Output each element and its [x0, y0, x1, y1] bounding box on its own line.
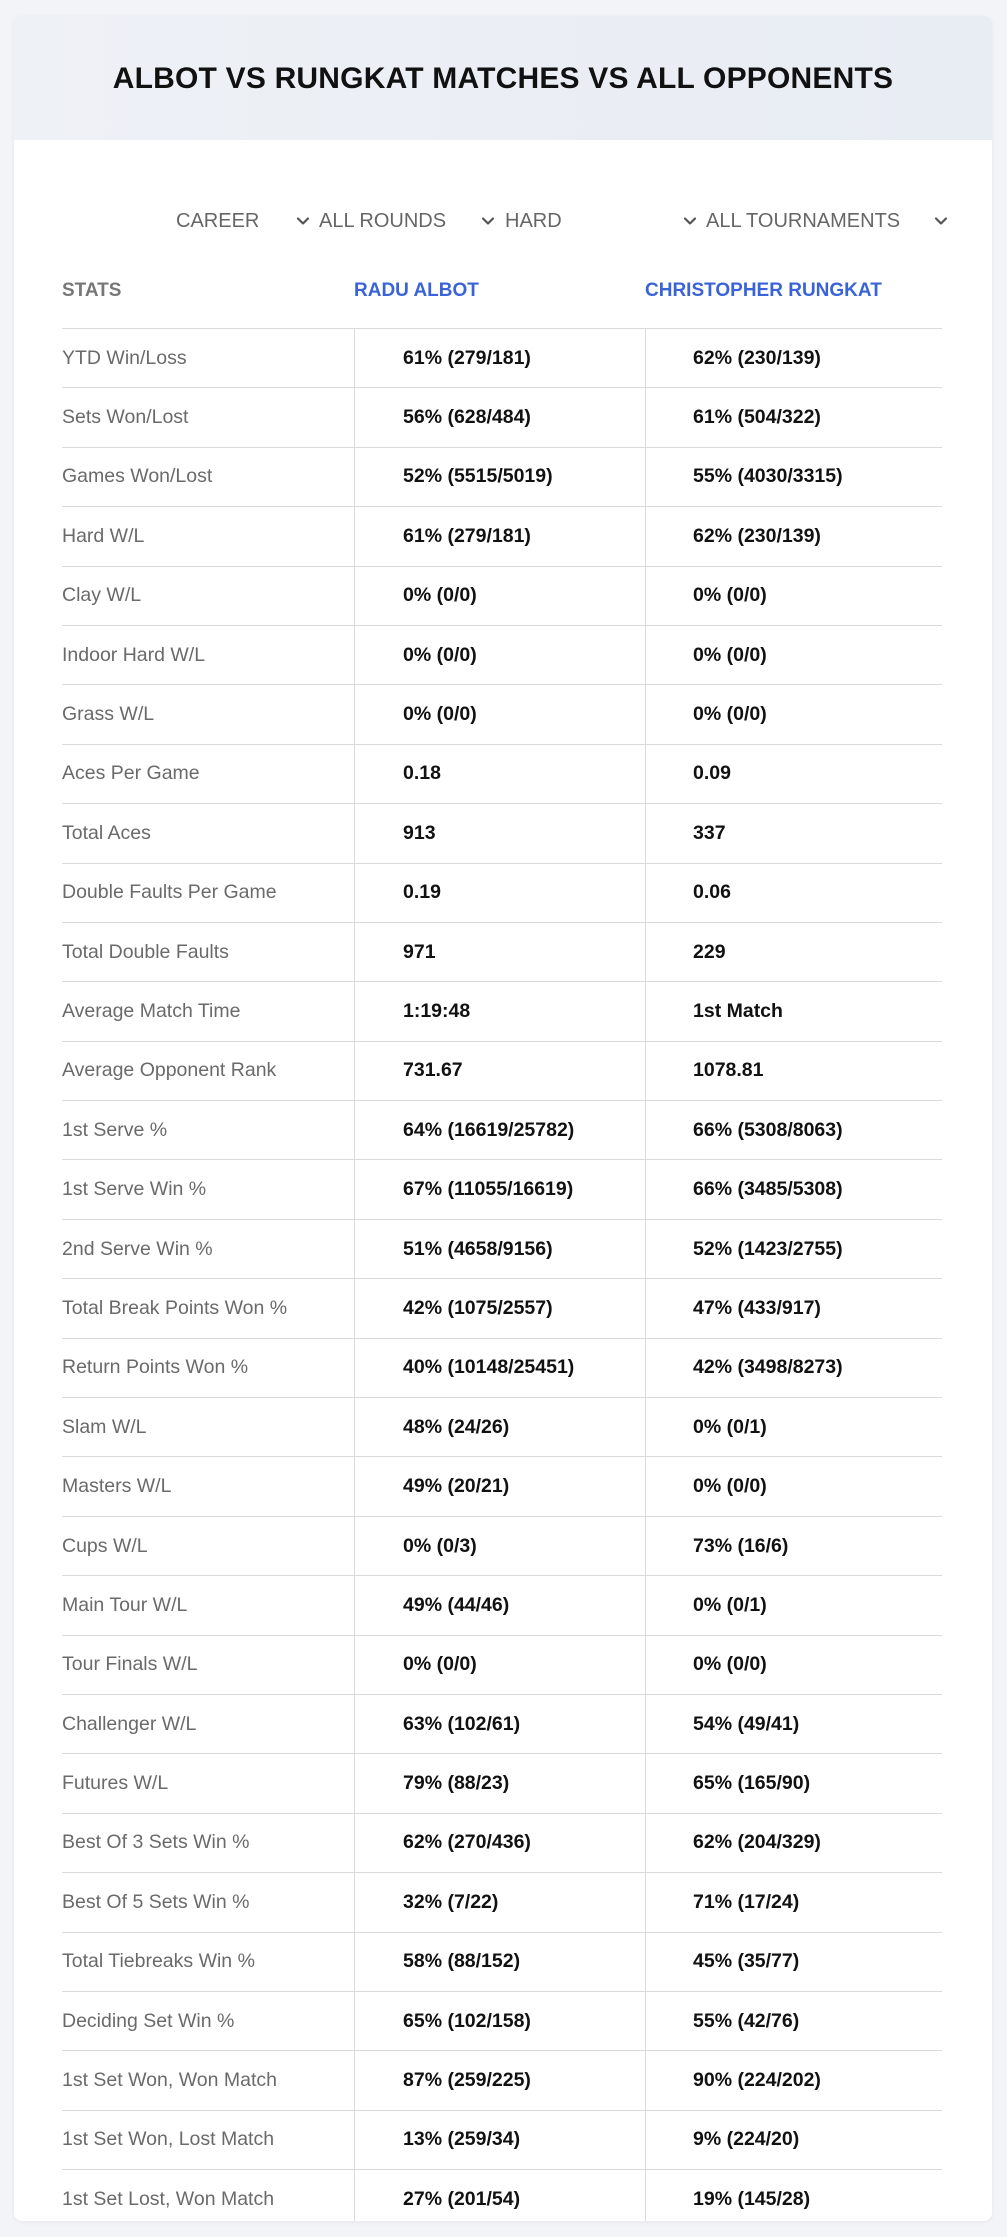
stat-label: Best Of 5 Sets Win % [62, 1890, 250, 1913]
player2-value: 337 [693, 821, 726, 844]
player2-value: 90% (224/202) [693, 2069, 821, 2092]
column-divider [354, 1279, 355, 1337]
player1-value: 79% (88/23) [403, 1772, 510, 1795]
column-divider [354, 982, 355, 1040]
table-row [62, 1160, 942, 1219]
table-row [62, 1814, 942, 1873]
column-divider [645, 923, 646, 981]
column-divider [645, 1160, 646, 1218]
player1-value: 971 [403, 940, 436, 963]
player1-value: 64% (16619/25782) [403, 1118, 575, 1141]
column-divider [354, 685, 355, 743]
player2-value: 0.09 [693, 762, 731, 785]
table-row [62, 507, 942, 566]
column-divider [645, 1992, 646, 2050]
player2-value: 0% (0/0) [693, 1475, 767, 1498]
column-divider [354, 1992, 355, 2050]
column-divider [354, 2111, 355, 2169]
player1-value: 62% (270/436) [403, 1831, 531, 1854]
filter-surface-select[interactable] [505, 188, 699, 254]
column-divider [645, 1695, 646, 1753]
stat-label: Total Tiebreaks Win % [62, 1950, 255, 1973]
column-divider [645, 388, 646, 446]
table-row [62, 1101, 942, 1160]
column-divider [354, 1220, 355, 1278]
player1-value: 61% (279/181) [403, 524, 531, 547]
column-divider [354, 923, 355, 981]
column-divider [645, 1279, 646, 1337]
player1-value: 63% (102/61) [403, 1712, 521, 1735]
column-divider [354, 804, 355, 862]
column-divider [645, 1576, 646, 1634]
player2-value: 66% (5308/8063) [693, 1118, 843, 1141]
player1-value: 52% (5515/5019) [403, 465, 553, 488]
table-row [62, 1695, 942, 1754]
player1-value: 13% (259/34) [403, 2128, 521, 2151]
filter-bar [14, 188, 992, 254]
player2-value: 1078.81 [693, 1059, 764, 1082]
stat-label: Main Tour W/L [62, 1593, 188, 1616]
column-divider [354, 1398, 355, 1456]
column-divider [354, 1457, 355, 1515]
column-divider [645, 329, 646, 387]
column-divider [645, 685, 646, 743]
column-divider [645, 1457, 646, 1515]
column-divider [645, 1101, 646, 1159]
filter-surface-value: HARD [505, 209, 562, 232]
player1-value: 913 [403, 821, 436, 844]
player1-value: 1:19:48 [403, 999, 471, 1022]
table-row [62, 1457, 942, 1516]
stat-label: 2nd Serve Win % [62, 1237, 213, 1260]
table-row [62, 1576, 942, 1635]
column-divider [645, 1517, 646, 1575]
table-row [62, 2170, 942, 2221]
page-title: ALBOT VS RUNGKAT MATCHES VS ALL OPPONENTS [112, 62, 894, 95]
column-divider [645, 448, 646, 506]
stat-label: Aces Per Game [62, 762, 200, 785]
column-divider [354, 1101, 355, 1159]
player2-value: 0% (0/0) [693, 703, 767, 726]
player2-value: 0% (0/0) [693, 643, 767, 666]
player1-value: 42% (1075/2557) [403, 1296, 553, 1319]
stat-label: Hard W/L [62, 524, 145, 547]
table-row [62, 1636, 942, 1695]
column-divider [645, 1933, 646, 1991]
player2-value: 42% (3498/8273) [693, 1356, 843, 1379]
stat-label: Sets Won/Lost [62, 406, 189, 429]
player2-value: 62% (230/139) [693, 524, 821, 547]
column-header-player2[interactable]: CHRISTOPHER RUNGKAT [645, 280, 882, 301]
column-divider [645, 2051, 646, 2109]
stat-label: Total Aces [62, 821, 151, 844]
table-row [62, 1220, 942, 1279]
player2-value: 61% (504/322) [693, 406, 821, 429]
player2-value: 1st Match [693, 999, 783, 1022]
player1-value: 0% (0/0) [403, 1653, 477, 1676]
player1-value: 0% (0/0) [403, 584, 477, 607]
player2-value: 0% (0/0) [693, 584, 767, 607]
player1-value: 0% (0/3) [403, 1534, 477, 1557]
player2-value: 0% (0/1) [693, 1593, 767, 1616]
column-divider [354, 388, 355, 446]
column-divider [354, 2051, 355, 2109]
column-divider [645, 1814, 646, 1872]
table-row [62, 864, 942, 923]
stat-label: Challenger W/L [62, 1712, 197, 1735]
filter-career-value: CAREER [176, 209, 260, 232]
table-header [62, 254, 942, 329]
player2-value: 71% (17/24) [693, 1890, 800, 1913]
column-divider [354, 626, 355, 684]
table-row [62, 448, 942, 507]
player1-value: 27% (201/54) [403, 2187, 521, 2210]
player1-value: 87% (259/225) [403, 2069, 531, 2092]
column-divider [354, 864, 355, 922]
column-divider [645, 567, 646, 625]
chevron-down-icon [932, 212, 950, 230]
stat-label: Masters W/L [62, 1475, 172, 1498]
filter-career-select[interactable] [176, 188, 312, 254]
player1-value: 56% (628/484) [403, 406, 531, 429]
column-divider [354, 1636, 355, 1694]
column-divider [354, 1933, 355, 1991]
column-divider [645, 1398, 646, 1456]
player2-value: 45% (35/77) [693, 1950, 800, 1973]
player2-value: 19% (145/28) [693, 2187, 811, 2210]
stat-label: YTD Win/Loss [62, 346, 187, 369]
player2-value: 62% (204/329) [693, 1831, 821, 1854]
player1-value: 49% (44/46) [403, 1593, 510, 1616]
stat-label: 1st Set Won, Lost Match [62, 2128, 275, 2151]
stat-label: Slam W/L [62, 1415, 147, 1438]
column-divider [645, 745, 646, 803]
stat-label: Double Faults Per Game [62, 881, 277, 904]
column-divider [645, 2170, 646, 2221]
chevron-down-icon [479, 212, 497, 230]
stat-label: Return Points Won % [62, 1356, 249, 1379]
column-divider [645, 864, 646, 922]
table-row [62, 1873, 942, 1932]
stat-label: Grass W/L [62, 703, 155, 726]
column-divider [354, 448, 355, 506]
player2-value: 0% (0/0) [693, 1653, 767, 1676]
stat-label: Clay W/L [62, 584, 142, 607]
table-row [62, 1279, 942, 1338]
column-divider [645, 2111, 646, 2169]
column-divider [645, 1636, 646, 1694]
column-divider [645, 804, 646, 862]
column-divider [354, 1339, 355, 1397]
table-row [62, 1042, 942, 1101]
player2-value: 54% (49/41) [693, 1712, 800, 1735]
player1-value: 65% (102/158) [403, 2009, 531, 2032]
player2-value: 66% (3485/5308) [693, 1178, 843, 1201]
stat-label: 1st Serve % [62, 1118, 168, 1141]
filter-rounds-select[interactable] [319, 188, 495, 254]
player1-value: 0.19 [403, 881, 441, 904]
table-row [62, 1933, 942, 1992]
card-header [14, 16, 992, 140]
stat-label: Indoor Hard W/L [62, 643, 206, 666]
table-row [62, 1517, 942, 1576]
column-divider [354, 567, 355, 625]
stat-label: Games Won/Lost [62, 465, 213, 488]
player2-value: 0% (0/1) [693, 1415, 767, 1438]
stats-table [62, 254, 942, 2221]
stat-label: Total Double Faults [62, 940, 229, 963]
stat-label: Average Match Time [62, 999, 241, 1022]
column-divider [645, 1873, 646, 1931]
stat-label: Total Break Points Won % [62, 1296, 288, 1319]
player1-value: 0% (0/0) [403, 643, 477, 666]
player1-value: 51% (4658/9156) [403, 1237, 553, 1260]
player1-value: 61% (279/181) [403, 346, 531, 369]
table-row [62, 1992, 942, 2051]
stat-label: Futures W/L [62, 1772, 169, 1795]
stat-label: Average Opponent Rank [62, 1059, 277, 1082]
column-divider [354, 2170, 355, 2221]
player1-value: 40% (10148/25451) [403, 1356, 575, 1379]
player2-value: 65% (165/90) [693, 1772, 811, 1795]
player2-value: 62% (230/139) [693, 346, 821, 369]
table-body [62, 329, 942, 2221]
column-divider [354, 1754, 355, 1812]
column-divider [354, 507, 355, 565]
column-divider [354, 1695, 355, 1753]
table-row [62, 685, 942, 744]
stat-label: Tour Finals W/L [62, 1653, 198, 1676]
table-row [62, 745, 942, 804]
filter-tournaments-value: ALL TOURNAMENTS [706, 209, 901, 232]
column-divider [354, 1576, 355, 1634]
table-row [62, 923, 942, 982]
column-divider [645, 507, 646, 565]
player2-value: 73% (16/6) [693, 1534, 789, 1557]
column-divider [645, 1754, 646, 1812]
table-row [62, 1754, 942, 1813]
player2-value: 0.06 [693, 881, 731, 904]
column-divider [354, 1517, 355, 1575]
table-row [62, 982, 942, 1041]
column-divider [354, 1042, 355, 1100]
player1-value: 32% (7/22) [403, 1890, 499, 1913]
player2-value: 47% (433/917) [693, 1296, 821, 1319]
filter-tournaments-select[interactable] [706, 188, 958, 254]
player2-value: 52% (1423/2755) [693, 1237, 843, 1260]
player1-value: 58% (88/152) [403, 1950, 521, 1973]
column-header-player1[interactable]: RADU ALBOT [354, 280, 479, 301]
filter-rounds-value: ALL ROUNDS [319, 209, 447, 232]
player1-value: 49% (20/21) [403, 1475, 510, 1498]
table-row [62, 329, 942, 388]
column-divider [354, 1873, 355, 1931]
player2-value: 55% (4030/3315) [693, 465, 843, 488]
column-divider [354, 1814, 355, 1872]
table-row [62, 626, 942, 685]
player2-value: 9% (224/20) [693, 2128, 800, 2151]
column-divider [645, 626, 646, 684]
chevron-down-icon [681, 212, 699, 230]
player2-value: 55% (42/76) [693, 2009, 800, 2032]
table-row [62, 567, 942, 626]
table-row [62, 1339, 942, 1398]
stat-label: 1st Set Won, Won Match [62, 2069, 277, 2092]
player1-value: 67% (11055/16619) [403, 1178, 574, 1201]
column-divider [354, 1160, 355, 1218]
stat-label: Best Of 3 Sets Win % [62, 1831, 250, 1854]
table-row [62, 804, 942, 863]
stat-label: 1st Set Lost, Won Match [62, 2187, 275, 2210]
chevron-down-icon [294, 212, 312, 230]
stat-label: 1st Serve Win % [62, 1178, 207, 1201]
stats-card [14, 16, 992, 2221]
table-row [62, 2051, 942, 2110]
column-header-stats: STATS [62, 280, 122, 301]
table-row [62, 1398, 942, 1457]
column-divider [354, 745, 355, 803]
table-row [62, 2111, 942, 2170]
table-row [62, 388, 942, 447]
player1-value: 0.18 [403, 762, 441, 785]
player1-value: 0% (0/0) [403, 703, 477, 726]
stat-label: Cups W/L [62, 1534, 148, 1557]
player1-value: 48% (24/26) [403, 1415, 510, 1438]
player2-value: 229 [693, 940, 726, 963]
column-divider [354, 329, 355, 387]
stat-label: Deciding Set Win % [62, 2009, 235, 2032]
column-divider [645, 1220, 646, 1278]
column-divider [645, 1339, 646, 1397]
column-divider [645, 982, 646, 1040]
column-divider [645, 1042, 646, 1100]
player1-value: 731.67 [403, 1059, 463, 1082]
